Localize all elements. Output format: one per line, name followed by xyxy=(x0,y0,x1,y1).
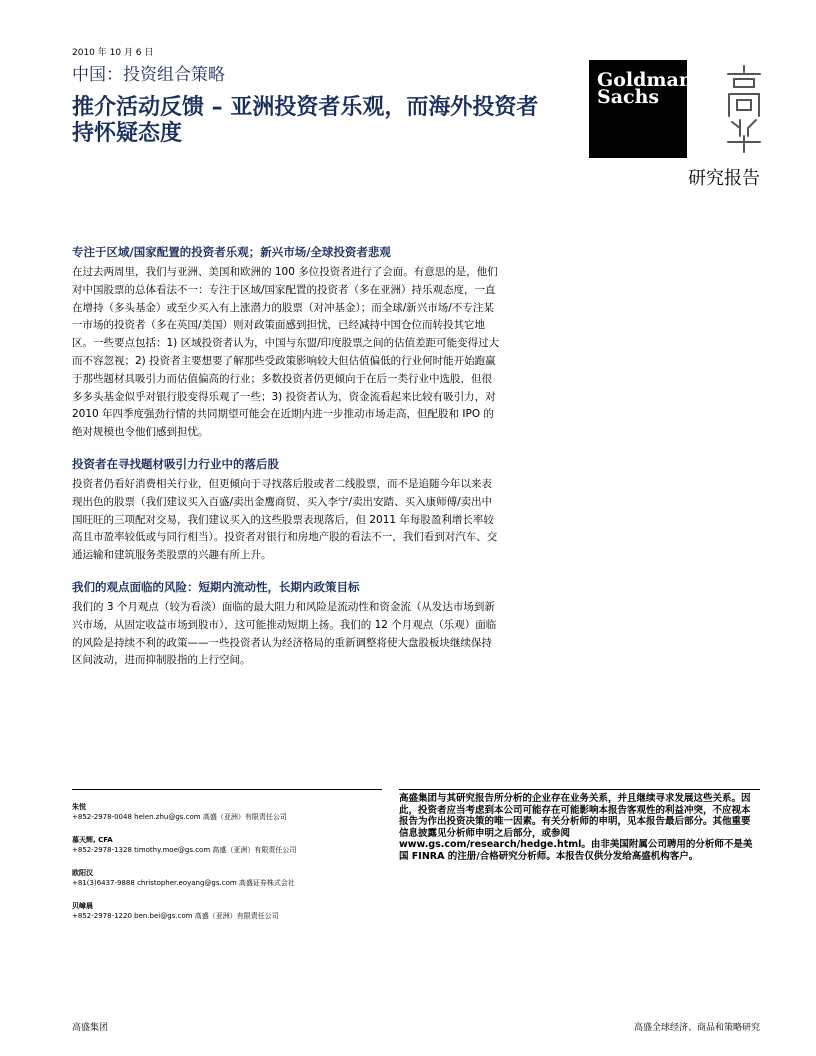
section-heading: 我们的观点面临的风险：短期内流动性，长期内政策目标 xyxy=(72,579,360,594)
goldman-sachs-logo xyxy=(589,60,693,158)
analyst-contact: +852-2978-1328 timothy.moe@gs.com 高盛（亚洲）有限责任公司 xyxy=(72,846,297,854)
analyst-list xyxy=(72,802,392,934)
analyst-name: 朱悦 xyxy=(72,803,86,811)
section-heading: 投资者在寻找题材吸引力行业中的落后股 xyxy=(72,456,279,471)
divider xyxy=(399,789,760,790)
analyst-name: 贝嶂晨 xyxy=(72,902,93,910)
analyst-name: 欧阳汉 xyxy=(72,869,93,877)
analyst-contact: +81(3)6437-9888 christopher.eoyang@gs.com 高盛证券株式会社 xyxy=(72,879,295,887)
logo-line-1: Goldman xyxy=(597,69,693,91)
summary-section xyxy=(72,579,502,670)
analyst-contact: +852-2978-0048 helen.zhu@gs.com 高盛（亚洲）有限责任公司 xyxy=(72,813,287,821)
summary-section xyxy=(72,244,502,442)
report-title: 推介活动反馈 – 亚洲投资者乐观，而海外投资者持怀疑态度 xyxy=(72,95,539,146)
report-date: 2010 年 10 月 6 日 xyxy=(72,48,154,58)
section-body: 我们的 3 个月观点（较为看淡）面临的最大阻力和风险是流动性和资金流（从发达市场到新兴市场，从固定收益市场到股市），这可能推动短期上扬。我们的 12 个月观点（乐观）面临的风险是持续不利的政策——一些投资者认为经济格局的重新调整将使大盘股板块继续保持区间波动，进而抑制股指的上行空间。 xyxy=(72,600,497,667)
analyst-name: 慕天辉, CFA xyxy=(72,836,113,844)
summary-column xyxy=(72,244,502,684)
analyst-entry xyxy=(72,835,392,855)
section-body: 在过去两周里，我们与亚洲、美国和欧洲的 100 多位投资者进行了会面。有意思的是，他们对中国股票的总体看法不一：专注于区域/国家配置的投资者（多在亚洲）持乐观态度，一直在增持（多头基金）或至少买入有上涨潜力的股票（对冲基金）；而全球/新兴市场/不专注某一市场的投资者（多在英国/美国）则对政策面感到担忧，已经减持中国仓位而转投其它地区。一些要点包括：1) 区域投资者认为，中国与东盟/印度股票之间的估值差距可能变得过大而不容忽视；2) 投资者主要想要了解那些受政策影响较大但估值偏低的行业何时能开始跑赢于那些题材具吸引力而估值偏高的行业；多数投资者仍更倾向于在后一类行业中选股，但很多多头基金似乎对银行股变得乐观了一些；3) 投资者认为，资金流看起来比较有吸引力，对 2010 年四季度强劲行情的共同期望可能会在近期内进一步推动市场走高，但配股和 IPO 的绝对规模也令他们感到担忧。 xyxy=(72,266,500,439)
report-type-label: 研究报告 xyxy=(688,168,760,189)
report-series: 中国：投资组合策略 xyxy=(72,65,225,85)
analyst-entry xyxy=(72,901,392,921)
section-heading: 专注于区域/国家配置的投资者乐观；新兴市场/全球投资者悲观 xyxy=(72,245,391,259)
logo-line-2: Sachs xyxy=(597,86,660,108)
analyst-entry xyxy=(72,802,392,822)
footer-division: 高盛全球经济、商品和策略研究 xyxy=(633,1023,760,1033)
divider xyxy=(72,789,382,790)
chinese-seal-logo xyxy=(720,62,768,154)
section-body: 投资者仍看好消费相关行业，但更倾向于寻找落后股或者二线股票，而不是追随今年以来表现出色的股票（我们建议买入百盛/卖出金鹰商贸、买入李宁/卖出安踏、买入康师傅/卖出中国旺旺的三项配对交易，我们建议买入的这些股票表现落后，但 2011 年每股盈利增长率较高且市盈率较低或与同行相当）。投资者对银行和房地产股的看法不一，我们看到对汽车、交通运输和建筑服务类股票的兴趣有所上升。 xyxy=(72,477,498,562)
disclaimer-text: 高盛集团与其研究报告所分析的企业存在业务关系，并且继续寻求发展这些关系。因此，投资者应当考虑到本公司可能存在可能影响本报告客观性的利益冲突，不应视本报告为作出投资决策的唯一因素。有关分析师的申明，见本报告最后部分。其他重要信息披露见分析师申明之后部分，或参阅 www.gs.com/research/hedge.html。由非美国附属公司聘用的分析师不是美国 FINRA 的注册/合格研究分析师。本报告仅供分发给高盛机构客户。 xyxy=(399,793,753,862)
summary-section xyxy=(72,456,502,565)
footer-company: 高盛集团 xyxy=(72,1023,109,1033)
analyst-contact: +852-2978-1220 ben.bei@gs.com 高盛（亚洲）有限责任公司 xyxy=(72,912,279,920)
analyst-entry xyxy=(72,868,392,888)
